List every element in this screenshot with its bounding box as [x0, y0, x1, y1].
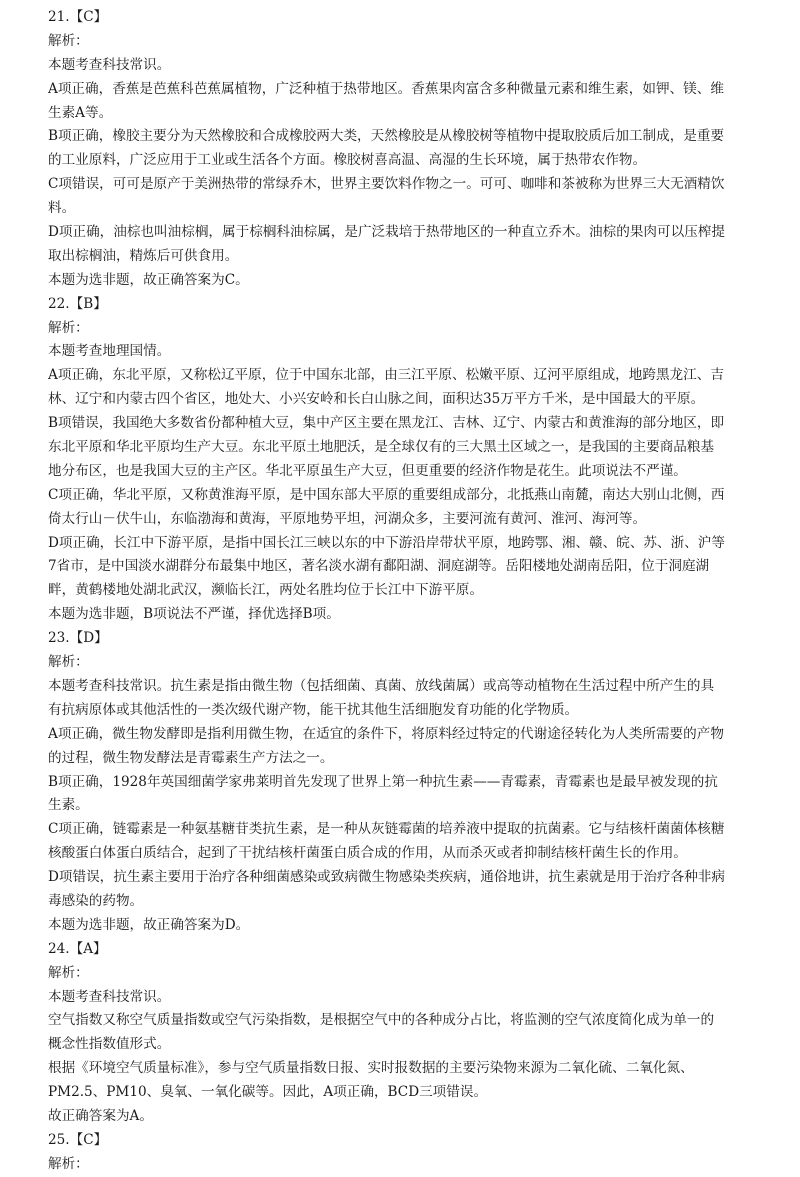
text-line: 地分布区，也是我国大豆的主产区。华北平原虽生产大豆，但更重要的经济作物是花生。此项说法不严谨。 — [48, 462, 687, 479]
text-line: 林、辽宁和内蒙古四个省区，地处大、小兴安岭和长白山脉之间，面积达35万平方千米，是中国最大的平原。 — [48, 391, 705, 408]
text-line: 7省市，是中国淡水湖群分布最集中地区，著名淡水湖有鄱阳湖、洞庭湖等。岳阳楼地处湖南岳阳，位于洞庭湖 — [48, 558, 710, 575]
text-line: 东北平原和华北平原均生产大豆。东北平原土地肥沃，是全球仅有的三大黑土区域之一，是我国的主要商品粮基 — [48, 439, 715, 456]
text-line: 料。 — [48, 200, 76, 217]
text-line: 根据《环境空气质量标准》，参与空气质量指数日报、实时报数据的主要污染物来源为二氧化硫、二氧化氮、 — [48, 1060, 694, 1077]
text-line: 畔，黄鹤楼地处湖北武汉，濒临长江，两处名胜均位于长江中下游平原。 — [48, 582, 483, 599]
text-line: 25.【C】 — [48, 1131, 108, 1148]
text-line: 有抗病原体或其他活性的一类次级代谢产物，能干扰其他生活细胞发育功能的化学物质。 — [48, 701, 579, 718]
text-line: A项正确，香蕉是芭蕉科芭蕉属植物，广泛种植于热带地区。香蕉果肉富含多种微量元素和维生素，如钾、镁、维 — [48, 80, 724, 97]
text-line: 本题为选非题，B项说法不严谨，择优选择B项。 — [48, 606, 340, 623]
text-line: 本题为选非题，故正确答案为D。 — [48, 916, 250, 933]
text-line: C项错误，可可是原产于美洲热带的常绿乔木，世界主要饮料作物之一。可可、咖啡和茶被称为世界三大无酒精饮 — [48, 176, 725, 193]
text-line: 生素。 — [48, 797, 89, 814]
text-line: D项错误，抗生素主要用于治疗各种细菌感染或致病微生物感染类疾病，通俗地讲，抗生素就是用于治疗各种非病 — [48, 869, 725, 886]
text-line: 的过程，微生物发酵法是青霉素生产方法之一。 — [48, 749, 334, 766]
text-line: C项正确，华北平原，又称黄淮海平原，是中国东部大平原的重要组成部分，北抵燕山南麓，南达大别山北侧，西 — [48, 486, 725, 503]
text-line: 核酸蛋白体蛋白质结合，起到了干扰结核杆菌蛋白质合成的作用，从而杀灭或者抑制结核杆菌生长的作用。 — [48, 845, 687, 862]
text-line: 空气指数又称空气质量指数或空气污染指数，是根据空气中的各种成分占比，将监测的空气浓度简化成为单一的 — [48, 1012, 715, 1029]
text-line: 本题考查科技常识。抗生素是指由微生物（包括细菌、真菌、放线菌属）或高等动植物在生活过程中所产生的具 — [48, 677, 715, 694]
text-line: C项正确，链霉素是一种氨基糖苷类抗生素，是一种从灰链霉菌的培养液中提取的抗菌素。它与结核杆菌菌体核糖 — [48, 821, 725, 838]
text-line: 解析： — [48, 654, 89, 671]
text-line: 的工业原料，广泛应用于工业或生活各个方面。橡胶树喜高温、高湿的生长环境，属于热带农作物。 — [48, 152, 647, 169]
text-line: 23.【D】 — [48, 630, 108, 647]
text-line: PM2.5、PM10、臭氧、一氧化碳等。因此，A项正确，BCD三项错误。 — [48, 1084, 488, 1101]
text-line: 本题考查地理国情。 — [48, 343, 171, 360]
text-line: 本题为选非题，故正确答案为C。 — [48, 271, 249, 288]
text-line: 倚太行山－伏牛山，东临渤海和黄海，平原地势平坦，河湖众多，主要河流有黄河、淮河、海河等。 — [48, 510, 647, 527]
text-line: 解析： — [48, 32, 89, 49]
text-line: B项正确，1928年英国细菌学家弗莱明首先发现了世界上第一种抗生素——青霉素，青霉素也是最早被发现的抗 — [48, 773, 718, 790]
text-line: 故正确答案为A。 — [48, 1107, 153, 1124]
text-line: 解析： — [48, 1155, 89, 1172]
text-line: A项正确，微生物发酵即是指利用微生物，在适宜的条件下，将原料经过特定的代谢途径转化为人类所需要的产物 — [48, 725, 724, 742]
answer-explanations — [48, 6, 760, 1177]
text-line: 22.【B】 — [48, 295, 107, 312]
text-line: 21.【C】 — [48, 9, 108, 25]
text-line: 24.【A】 — [48, 940, 107, 957]
text-line: 解析： — [48, 319, 89, 336]
text-line: D项正确，长江中下游平原，是指中国长江三峡以东的中下游沿岸带状平原，地跨鄂、湘、赣、皖、苏、浙、沪等 — [48, 534, 725, 551]
text-line: 解析： — [48, 964, 89, 981]
text-line: B项错误，我国绝大多数省份都种植大豆，集中产区主要在黑龙江、吉林、辽宁、内蒙古和黄淮海的部分地区，即 — [48, 415, 725, 432]
text-line: 本题考查科技常识。 — [48, 56, 171, 73]
text-line: 概念性指数值形式。 — [48, 1036, 171, 1053]
text-line: A项正确，东北平原，又称松辽平原，位于中国东北部，由三江平原、松嫩平原、辽河平原组成，地跨黑龙江、吉 — [48, 367, 724, 384]
text-line: 本题考查科技常识。 — [48, 988, 171, 1005]
text-line: 生素A等。 — [48, 104, 113, 121]
text-line: 毒感染的药物。 — [48, 892, 144, 909]
text-line: B项正确，橡胶主要分为天然橡胶和合成橡胶两大类，天然橡胶是从橡胶树等植物中提取胶质后加工制成，是重要 — [48, 128, 725, 145]
text-line: D项正确，油棕也叫油棕榈，属于棕榈科油棕属，是广泛栽培于热带地区的一种直立乔木。油棕的果肉可以压榨提 — [48, 224, 725, 241]
text-line: 取出棕榈油，精炼后可供食用。 — [48, 247, 239, 264]
